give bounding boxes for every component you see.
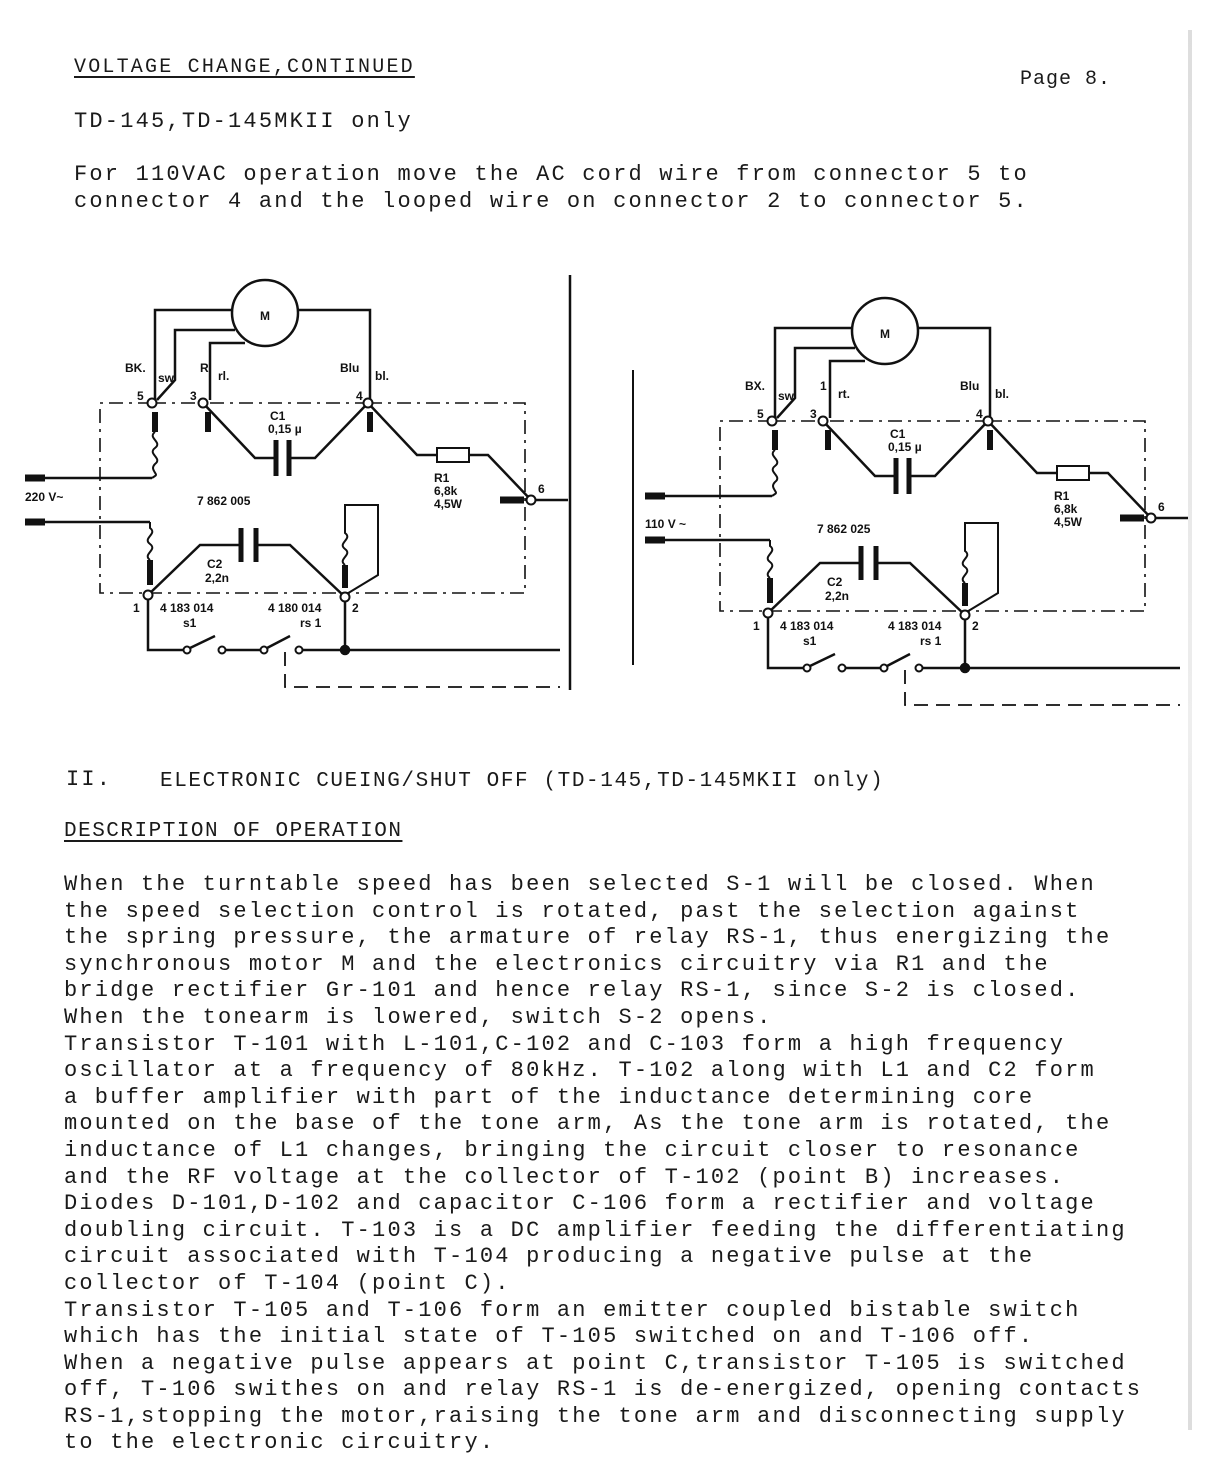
wire-label: rt. [838, 387, 850, 401]
text-line: the spring pressure, the armature of relay RS-1, thus energizing the [64, 925, 1112, 951]
rs1-label: rs 1 [300, 616, 322, 630]
text-line: Diodes D-101,D-102 and capacitor C-106 form a rectifier and voltage [64, 1191, 1096, 1217]
page-title: VOLTAGE CHANGE,CONTINUED [74, 56, 415, 79]
part-number: 7 862 005 [197, 494, 251, 508]
text-line: When the tonearm is lowered, switch S-2 opens. [64, 1004, 773, 1030]
text-line: synchronous motor M and the electronics circuitry via R1 and the [64, 951, 1050, 977]
wire-label: Blu [960, 379, 980, 393]
text-line: circuit associated with T-104 producing a negative pulse at the [64, 1244, 1035, 1270]
wire-label: rl. [218, 369, 230, 383]
terminal-label: 1 [753, 619, 760, 633]
s1-label: s1 [803, 634, 817, 648]
terminal-label: 3 [190, 389, 197, 403]
c2-label: C2 [207, 557, 223, 571]
c2-label: C2 [827, 575, 843, 589]
rs1-label: rs 1 [920, 634, 942, 648]
text-line: doubling circuit. T-103 is a DC amplifier feeding the differentiating [64, 1217, 1127, 1243]
text-line: When the turntable speed has been selected S-1 will be closed. When [64, 872, 1096, 897]
terminal-label: 5 [137, 389, 144, 403]
r1-value: 6,8k [434, 484, 458, 498]
wire-label: Blu [340, 361, 360, 375]
c1-label: C1 [890, 427, 906, 441]
terminal-label: 3 [810, 407, 817, 421]
s1-label: s1 [183, 616, 197, 630]
terminal-label: 6 [1158, 500, 1165, 514]
r1-power: 4,5W [434, 497, 463, 511]
terminal-label: 5 [757, 407, 764, 421]
c2-value: 2,2n [205, 571, 230, 585]
text-line: Transistor T-105 and T-106 form an emitter coupled bistable switch [64, 1297, 1081, 1323]
wire-label: BX. [745, 379, 766, 393]
voltage-label: 110 V ~ [645, 517, 687, 531]
description-text [64, 872, 1142, 1457]
c1-value: 0,15 µ [268, 422, 302, 436]
c1-label: C1 [270, 409, 286, 423]
r1-label: R1 [434, 471, 450, 485]
wire-label: sw [158, 371, 175, 385]
r1-value: 6,8k [1054, 502, 1078, 516]
text-line: collector of T-104 (point C). [64, 1270, 511, 1296]
rs1-part-number: 4 180 014 [268, 601, 322, 615]
section-subheading: DESCRIPTION OF OPERATION [64, 820, 403, 843]
diagram-220v [25, 275, 570, 690]
c1-value: 0,15 µ [888, 440, 922, 454]
wire-label: R [200, 361, 209, 375]
text-line: oscillator at a frequency of 80kHz. T-102 along with L1 and C2 form [64, 1058, 1096, 1084]
page-number: Page 8. [1020, 68, 1112, 91]
terminal-label: 4 [356, 389, 363, 403]
terminal-label: 2 [352, 601, 359, 615]
r1-label: R1 [1054, 489, 1070, 503]
models-note: TD-145,TD-145MKII only [74, 109, 413, 134]
terminal-label: 2 [972, 619, 979, 633]
s1-part-number: 4 183 014 [160, 601, 214, 615]
section-heading: ELECTRONIC CUEING/SHUT OFF (TD-145,TD-145MKII only) [160, 770, 885, 793]
instruction-line: connector 4 and the looped wire on connector 2 to connector 5. [74, 189, 1029, 214]
r1-power: 4,5W [1054, 515, 1083, 529]
text-line: to the electronic circuitry. [64, 1430, 496, 1456]
section-number: II. [66, 767, 113, 792]
wire-label: bl. [995, 387, 1009, 401]
s1-part-number: 4 183 014 [780, 619, 834, 633]
text-line: RS-1,stopping the motor,raising the tone arm and disconnecting supply [64, 1403, 1127, 1429]
c2-value: 2,2n [825, 589, 850, 603]
wire-label: BK. [125, 361, 146, 375]
terminal-label: 6 [538, 482, 545, 496]
terminal-label: 4 [976, 407, 983, 421]
motor-label: M [880, 327, 890, 341]
wire-label: 1 [820, 379, 827, 393]
text-line: the speed selection control is rotated, past the selection against [64, 898, 1081, 924]
text-line: mounted on the base of the tone arm, As the tone arm is rotated, the [64, 1111, 1112, 1137]
part-number: 7 862 025 [817, 522, 871, 536]
wire-label: sw [778, 389, 795, 403]
text-line: off, T-106 swithes on and relay RS-1 is de-energized, opening contacts [64, 1377, 1143, 1403]
voltage-label: 220 V~ [25, 490, 64, 504]
motor-label: M [260, 309, 270, 323]
text-line: which has the initial state of T-105 switched on and T-106 off. [64, 1324, 1035, 1350]
instruction-line: For 110VAC operation move the AC cord wire from connector 5 to [74, 162, 1029, 187]
diagram-110v [633, 298, 1188, 705]
text-line: Transistor T-101 with L-101,C-102 and C-103 form a high frequency [64, 1031, 1066, 1057]
text-line: bridge rectifier Gr-101 and hence relay RS-1, since S-2 is closed. [64, 978, 1081, 1004]
wire-label: bl. [375, 369, 389, 383]
text-line: a buffer amplifier with part of the inductance determining core [64, 1084, 1035, 1110]
rs1-part-number: 4 183 014 [888, 619, 942, 633]
text-line: When a negative pulse appears at point C,transistor T-105 is switched [64, 1350, 1127, 1376]
text-line: and the RF voltage at the collector of T-102 (point B) increases. [64, 1164, 1066, 1190]
terminal-label: 1 [133, 601, 140, 615]
text-line: inductance of L1 changes, bringing the circuit closer to resonance [64, 1137, 1081, 1163]
